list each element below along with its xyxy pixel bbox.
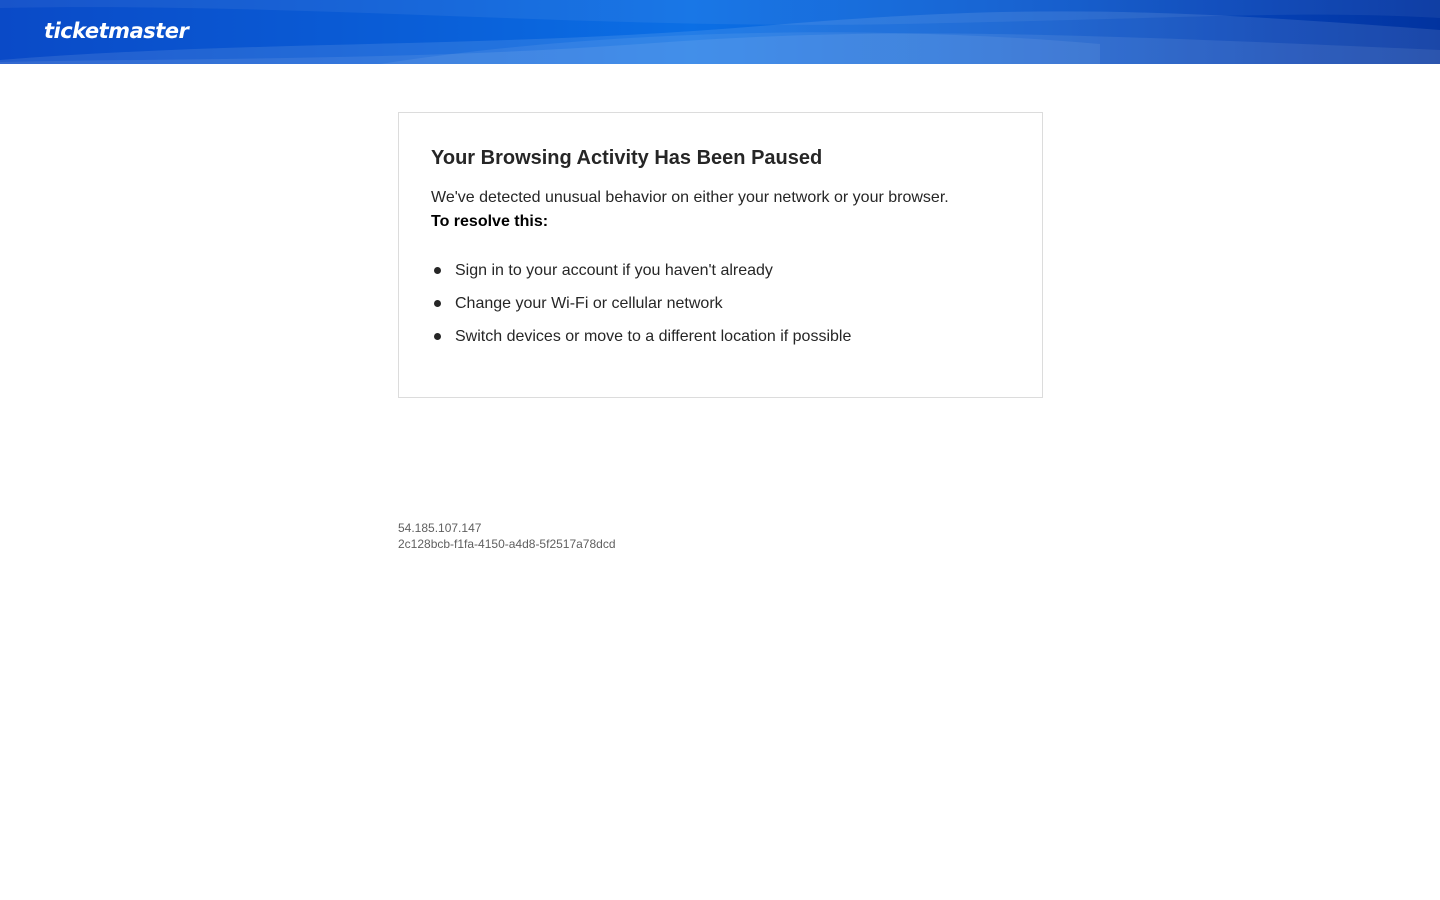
diagnostics-info bbox=[398, 520, 616, 552]
resolution-step bbox=[431, 294, 851, 327]
resolve-heading: To resolve this: bbox=[431, 213, 549, 230]
resolution-steps-list bbox=[431, 261, 851, 360]
browsing-paused-notice bbox=[398, 112, 1043, 398]
bullet-icon bbox=[434, 333, 441, 340]
step-label: Switch devices or move to a different location if possible bbox=[455, 328, 852, 345]
bullet-icon bbox=[434, 267, 441, 274]
bullet-icon bbox=[434, 300, 441, 307]
resolution-step bbox=[431, 327, 851, 360]
step-label: Change your Wi-Fi or cellular network bbox=[455, 295, 723, 312]
header-wave-decoration bbox=[0, 0, 1440, 64]
site-header bbox=[0, 0, 1440, 64]
notice-title: Your Browsing Activity Has Been Paused bbox=[431, 147, 823, 169]
ip-address: 54.185.107.147 bbox=[398, 521, 482, 535]
step-label: Sign in to your account if you haven't already bbox=[455, 262, 773, 279]
ticketmaster-logo[interactable]: ticketmaster bbox=[44, 19, 189, 43]
request-id: 2c128bcb-f1fa-4150-a4d8-5f2517a78dcd bbox=[398, 537, 616, 551]
notice-description: We've detected unusual behavior on either your network or your browser. bbox=[431, 189, 949, 206]
resolution-step bbox=[431, 261, 851, 294]
